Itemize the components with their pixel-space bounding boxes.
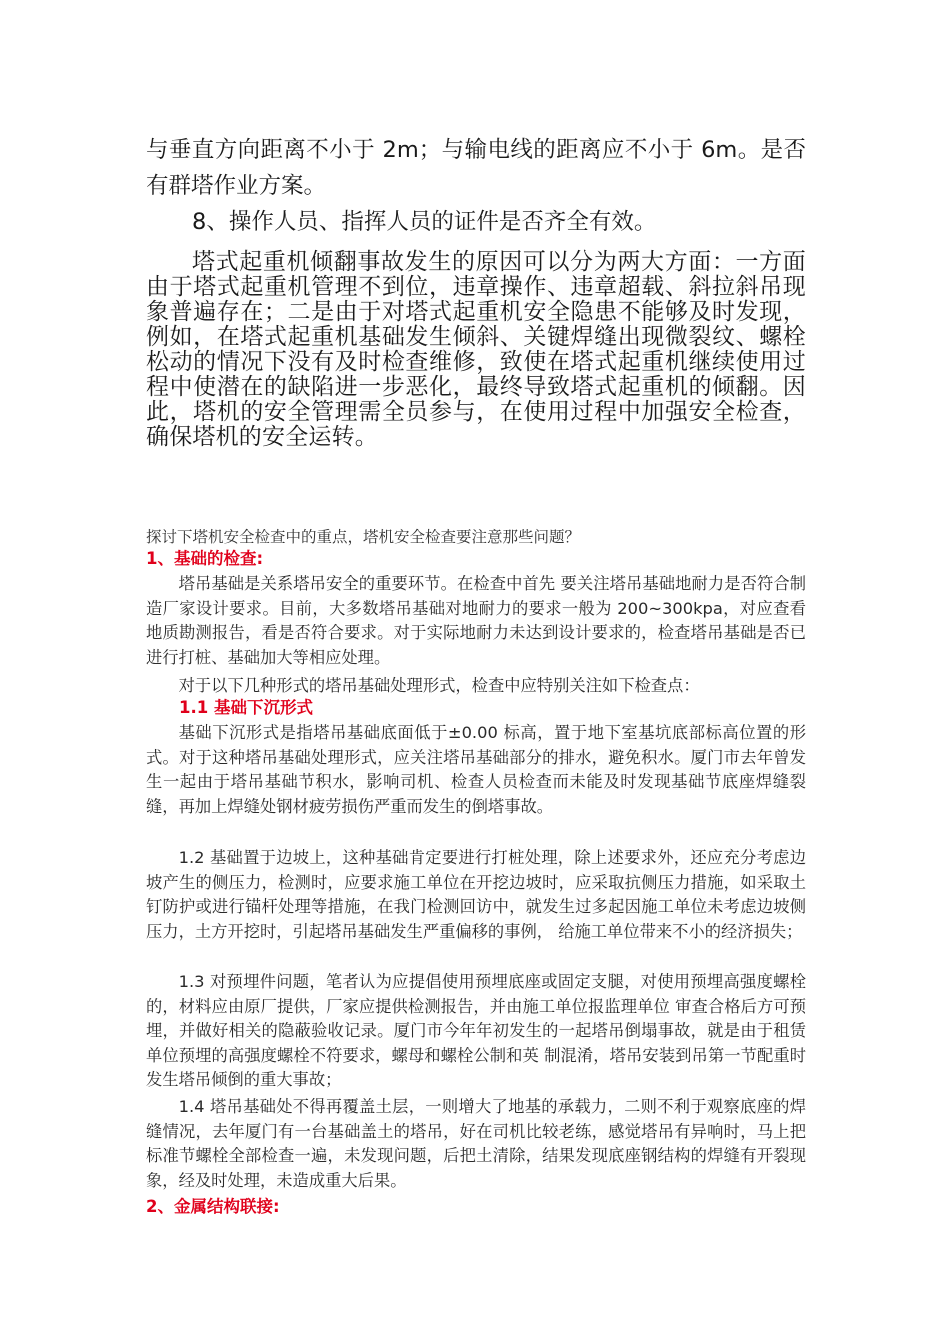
paragraph-distance-requirements: 与垂直方向距离不小于 2m；与输电线的距离应不小于 6m。是否有群塔作业方案。 <box>146 137 806 199</box>
paragraph-no-soil-cover: 1.4 塔吊基础处不得再覆盖土层，一则增大了地基的承载力，二则不利于观察底座的焊缝情况，去年厦门有一台基础盖土的塔吊，好在司机比较老练，感觉塔吊有异响时，马上把标准节螺栓全部检查一遍，未发现问题，后把土清除，结果发现底座钢结构的焊缝有开裂现象，经及时处理，未造成重大后果。 <box>146 1097 806 1190</box>
section-heading-foundation: 1、基础的检查: <box>146 549 264 568</box>
section-heading-metal-structure: 2、金属结构联接: <box>146 1197 280 1216</box>
paragraph-slope-foundation: 1.2 基础置于边坡上，这种基础肯定要进行打桩处理，除上述要求外，还应充分考虑边坡产生的侧压力，检测时，应要求施工单位在开挖边坡时，应采取抗侧压力措施，如采取土钉防护或进行锚杆处理等措施，在我门检测回访中，就发生过多起因施工单位未考虑边坡侧压力，土方开挖时，引起塔吊基础发生严重偏移的事例， 给施工单位带来不小的经济损失； <box>146 848 806 941</box>
paragraph-sunken-foundation: 基础下沉形式是指塔吊基础底面低于±0.00 标高，置于地下室基坑底部标高位置的形式。对于这种塔吊基础处理形式，应关注塔吊基础部分的排水，避免积水。厦门市去年曾发生一起由于塔吊基础节积水，影响司机、检查人员检查而未能及时发现基础节底座焊缝裂缝，再加上焊缝处钢材疲劳损伤严重而发生的倒塔事故。 <box>146 723 806 816</box>
paragraph-overturn-causes: 塔式起重机倾翻事故发生的原因可以分为两大方面：一方面由于塔式起重机管理不到位，违章操作、违章超载、斜拉斜吊现象普遍存在；二是由于对塔式起重机安全隐患不能够及时发现，例如，在塔式起重机基础发生倾斜、关键焊缝出现微裂纹、螺栓松动的情况下没有及时检查维修，致使在塔式起重机继续使用过程中使潜在的缺陷进一步恶化，最终导致塔式起重机的倾翻。因此，塔机的安全管理需全员参与，在使用过程中加强安全检查，确保塔机的安全运转。 <box>146 249 806 450</box>
intro-question: 探讨下塔机安全检查中的重点，塔机安全检查要注意那些问题？ <box>146 528 581 546</box>
paragraph-foundation-bearing: 塔吊基础是关系塔吊安全的重要环节。在检查中首先 要关注塔吊基础地耐力是否符合制造厂家设计要求。目前，大多数塔吊基础对地耐力的要求一般为 200~300kpa，对应查看地质勘测报告，看是否符合要求。对于实际地耐力未达到设计要求的，检查塔吊基础是否已进行打桩、基础加大等相应处理。 <box>146 574 806 667</box>
paragraph-embedded-parts: 1.3 对预埋件问题，笔者认为应提倡使用预埋底座或固定支腿，对使用预埋高强度螺栓的，材料应由原厂提供，厂家应提供检测报告，并由施工单位报监理单位 审查合格后方可预埋，并做好相关的隐蔽验收记录。厦门市今年年初发生的一起塔吊倒塌事故，就是由于租赁单位预埋的高强度螺栓不符要求，螺母和螺栓公制和英 制混淆，塔吊安装到吊第一节配重时发生塔吊倾倒的重大事故； <box>146 972 806 1089</box>
paragraph-check-points-intro: 对于以下几种形式的塔吊基础处理形式，检查中应特别关注如下检查点： <box>178 676 700 695</box>
paragraph-item-8-certificates: 8、操作人员、指挥人员的证件是否齐全有效。 <box>192 209 657 235</box>
subheading-sunken-foundation: 1.1 基础下沉形式 <box>179 698 313 717</box>
